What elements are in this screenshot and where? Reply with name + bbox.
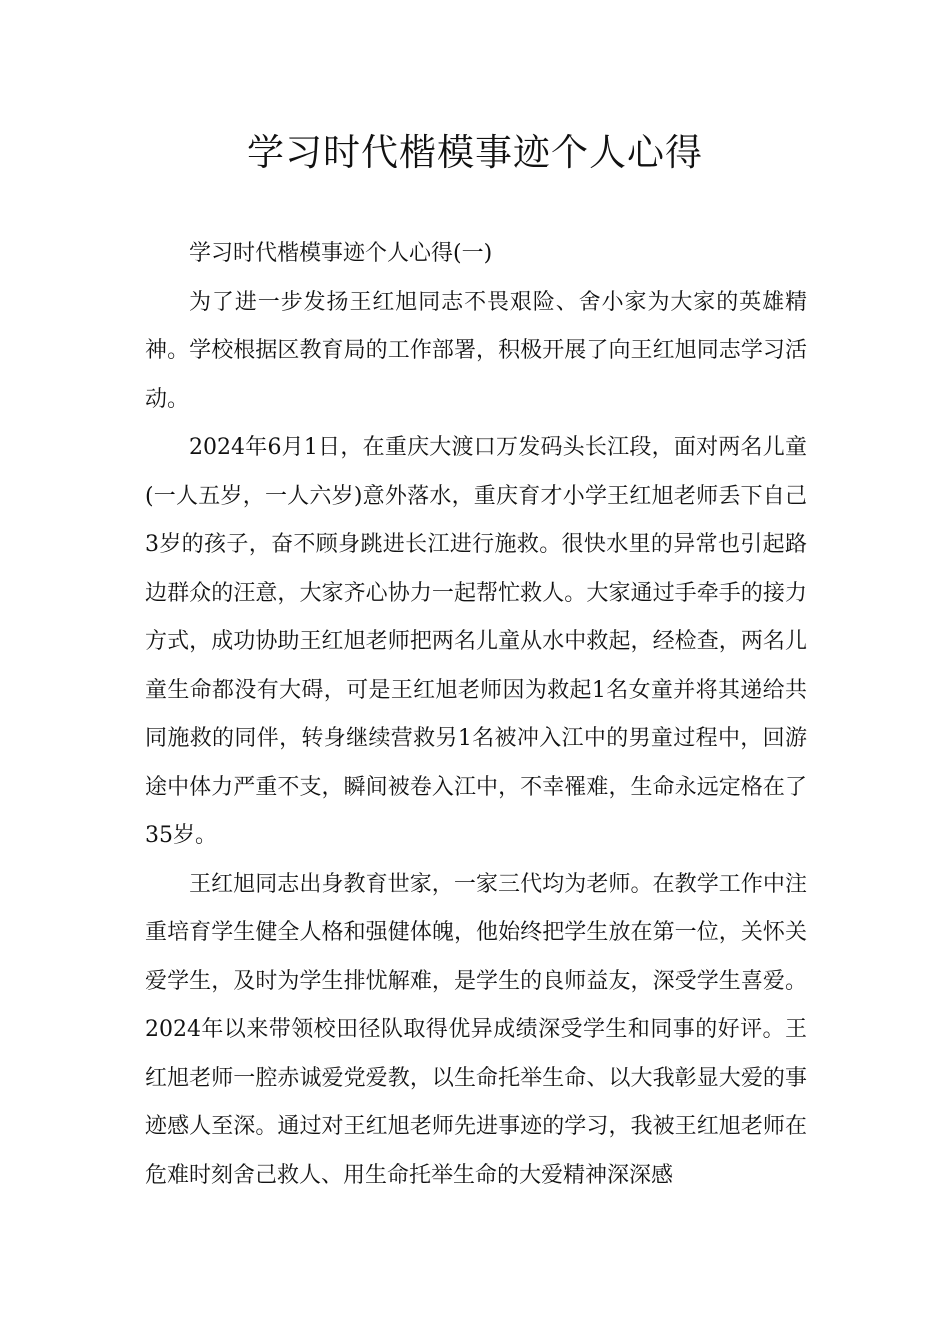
- document-body: [145, 230, 807, 1200]
- paragraph-event: 2024年6月1日，在重庆大渡口万发码头长江段，面对两名儿童(一人五岁，一人六岁)意外落水，重庆育才小学王红旭老师丢下自己3岁的孩子，奋不顾身跳进长江进行施救。很快水里的异常也引起路边群众的汪意，大家齐心协力一起帮忙救人。大家通过手牵手的接力方式，成功协助王红旭老师把两名儿童从水中救起，经检查，两名儿童生命都没有大碍，可是王红旭老师因为救起1名女童并将其递给共同施救的同伴，转身继续营救另1名被冲入江中的男童过程中，回游途中体力严重不支，瞬间被卷入江中，不幸罹难，生命永远定格在了35岁。: [145, 435, 807, 848]
- paragraph-intro: 为了进一步发扬王红旭同志不畏艰险、舍小家为大家的英雄精神。学校根据区教育局的工作部署，积极开展了向王红旭同志学习活动。: [145, 289, 807, 412]
- page-title: 学习时代楷模事迹个人心得: [247, 131, 703, 174]
- section-subtitle: 学习时代楷模事迹个人心得(一): [189, 241, 493, 266]
- paragraph-background: 王红旭同志出身教育世家，一家三代均为老师。在教学工作中注重培育学生健全人格和强健体魄，他始终把学生放在第一位，关怀关爱学生，及时为学生排忧解难，是学生的良师益友，深受学生喜爱。2024年以来带领校田径队取得优异成绩深受学生和同事的好评。王红旭老师一腔赤诚爱党爱教，以生命托举生命、以大我彰显大爱的事迹感人至深。通过对王红旭老师先进事迹的学习，我被王红旭老师在危难时刻舍己救人、用生命托举生命的大爱精神深深感: [145, 871, 807, 1188]
